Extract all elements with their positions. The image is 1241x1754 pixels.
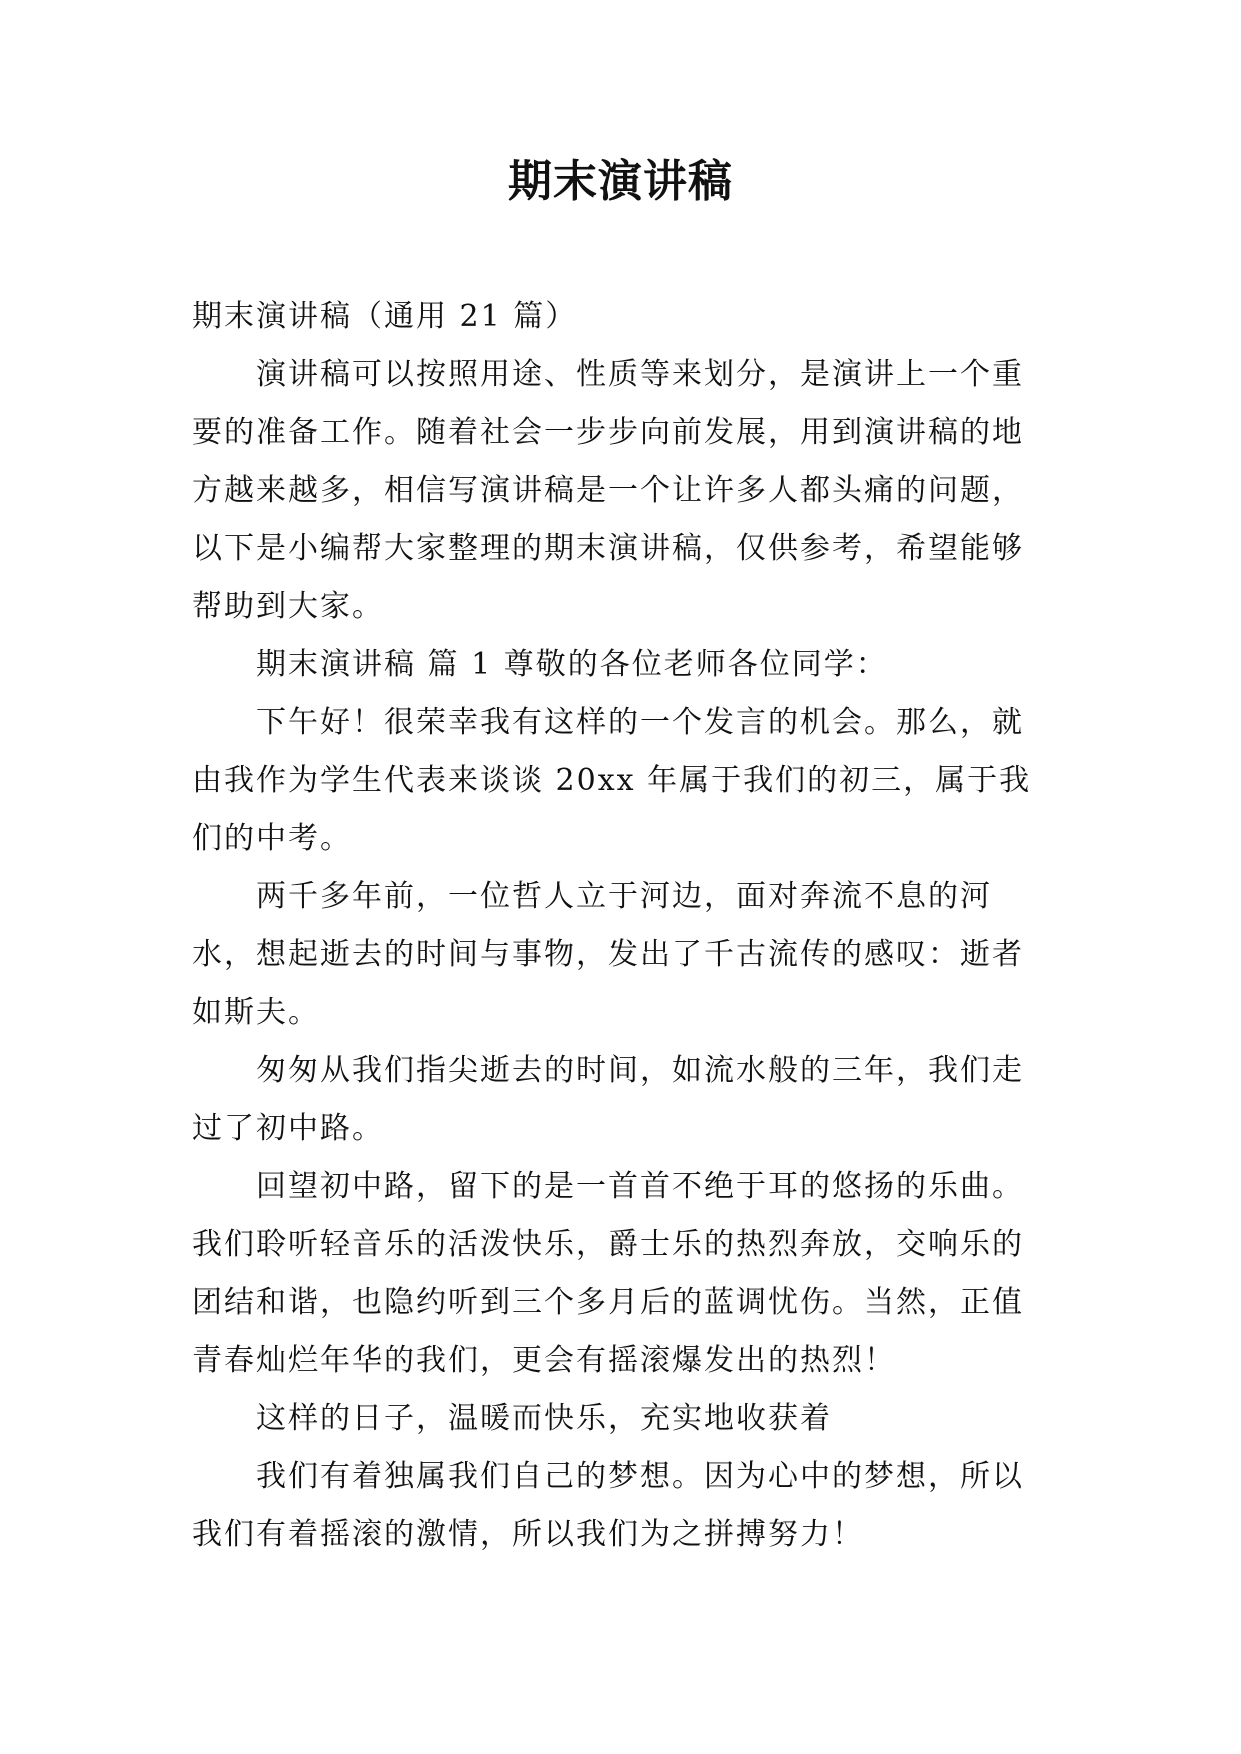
paragraph-dream: 我们有着独属我们自己的梦想。因为心中的梦想，所以我们有着摇滚的激情，所以我们为之拼搏努力！: [192, 1459, 1024, 1552]
paragraph-time: 匆匆从我们指尖逝去的时间，如流水般的三年，我们走过了初中路。: [192, 1053, 1024, 1146]
paragraph-days: 这样的日子，温暖而快乐，充实地收获着: [256, 1401, 832, 1436]
paragraph-philosopher: 两千多年前，一位哲人立于河边，面对奔流不息的河水，想起逝去的时间与事物，发出了千古流传的感叹：逝者如斯夫。: [192, 879, 1024, 1030]
paragraph-heading-1: 期末演讲稿 篇 1 尊敬的各位老师各位同学：: [256, 647, 888, 682]
paragraph-greeting: 下午好！很荣幸我有这样的一个发言的机会。那么，就由我作为学生代表来谈谈 20xx 年属于我们的初三，属于我们的中考。: [192, 705, 1032, 856]
document-title: 期末演讲稿: [508, 156, 733, 207]
paragraph-music: 回望初中路，留下的是一首首不绝于耳的悠扬的乐曲。我们聆听轻音乐的活泼快乐，爵士乐的热烈奔放，交响乐的团结和谐，也隐约听到三个多月后的蓝调忧伤。当然，正值青春灿烂年华的我们，更会有摇滚爆发出的热烈！: [192, 1169, 1024, 1378]
document-body: [192, 288, 1052, 1564]
document-subtitle: 期末演讲稿（通用 21 篇）: [192, 299, 578, 334]
paragraph-intro: 演讲稿可以按照用途、性质等来划分，是演讲上一个重要的准备工作。随着社会一步步向前发展，用到演讲稿的地方越来越多，相信写演讲稿是一个让许多人都头痛的问题，以下是小编帮大家整理的期末演讲稿，仅供参考，希望能够帮助到大家。: [192, 357, 1024, 624]
